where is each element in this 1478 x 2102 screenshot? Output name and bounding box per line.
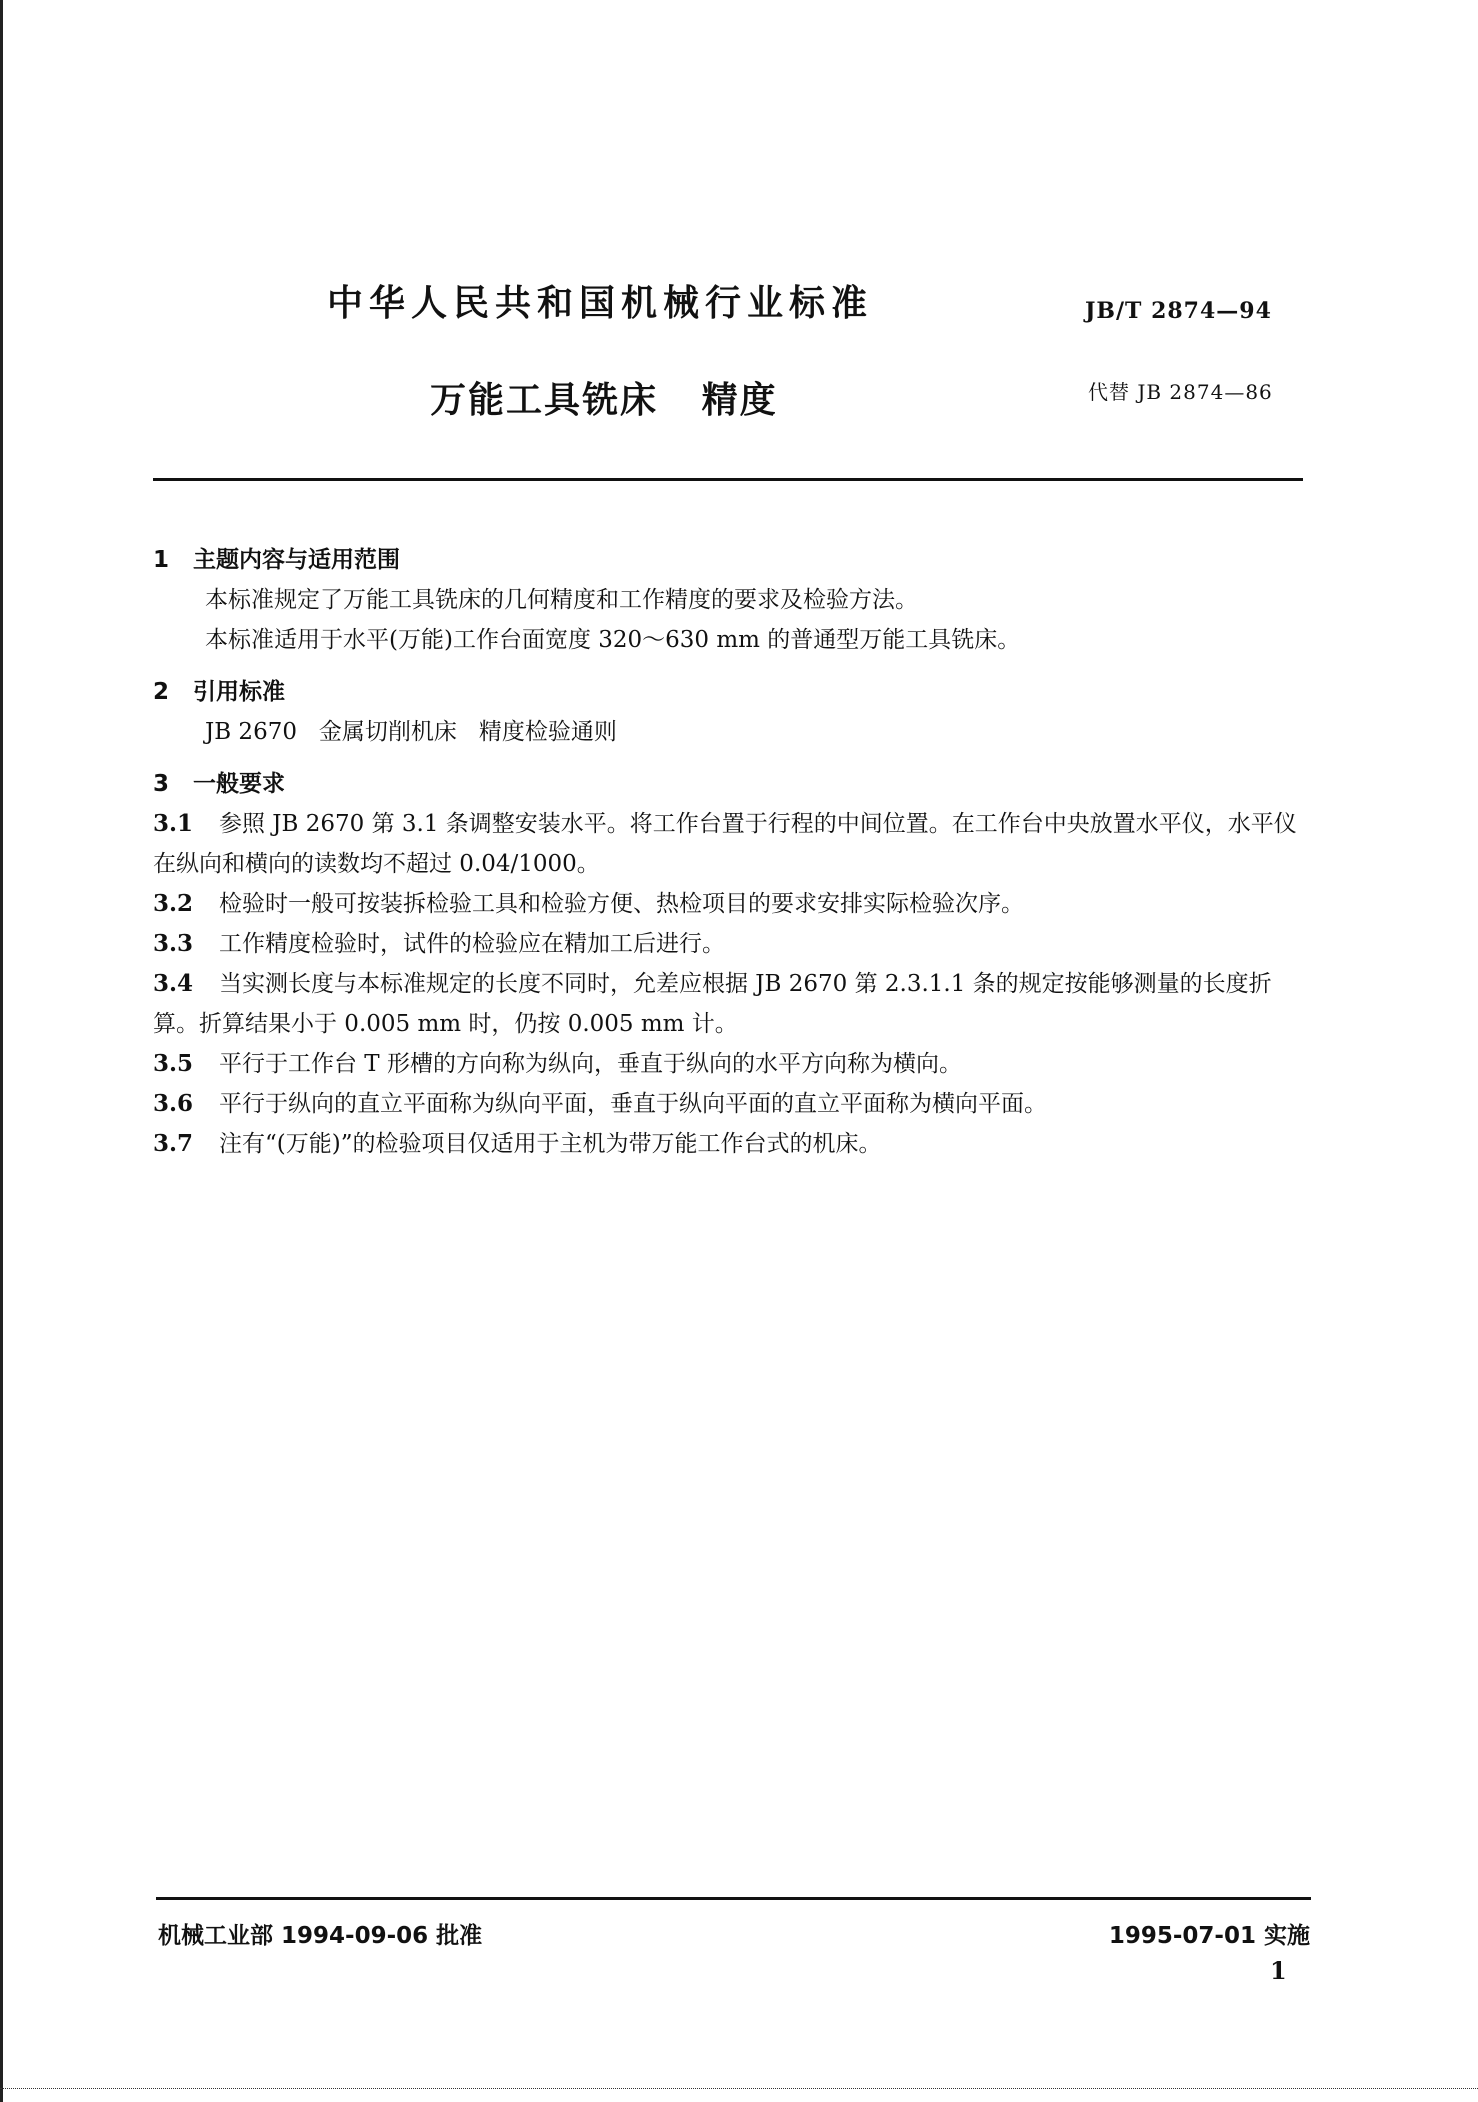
section-heading bbox=[153, 672, 1308, 712]
scan-edge-bottom bbox=[0, 2088, 1478, 2089]
standard-number: JB/T 2874—94 bbox=[1085, 298, 1272, 324]
clause-text: 当实测长度与本标准规定的长度不同时，允差应根据 JB 2670 第 2.3.1.1 条的规定按能够测量的长度折算。折算结果小于 0.005 mm 时，仍按 0.005 mm 计。 bbox=[153, 971, 1272, 1037]
section-number: 2 bbox=[153, 679, 170, 705]
approval-line: 机械工业部 1994-09-06 批准 bbox=[158, 1923, 483, 1949]
section-title: 主题内容与适用范围 bbox=[193, 547, 400, 573]
page-number: 1 bbox=[1270, 1956, 1287, 1985]
clause-text: 工作精度检验时，试件的检验应在精加工后进行。 bbox=[219, 931, 725, 957]
clause-item bbox=[153, 804, 1308, 884]
clause-text: 参照 JB 2670 第 3.1 条调整安装水平。将工作台置于行程的中间位置。在工作台中央放置水平仪，水平仪在纵向和横向的读数均不超过 0.04/1000。 bbox=[153, 811, 1297, 877]
section-heading bbox=[153, 764, 1308, 804]
clause-text: 平行于纵向的直立平面称为纵向平面，垂直于纵向平面的直立平面称为横向平面。 bbox=[219, 1091, 1047, 1117]
clause-item bbox=[153, 924, 1308, 964]
section-title: 引用标准 bbox=[193, 679, 285, 705]
clause-number: 3.2 bbox=[153, 890, 194, 917]
clause-number: 3.7 bbox=[153, 1130, 194, 1157]
footer-divider bbox=[156, 1897, 1311, 1900]
clause-number: 3.4 bbox=[153, 970, 194, 997]
clause-item bbox=[153, 1084, 1308, 1124]
section-number: 3 bbox=[153, 771, 170, 797]
clause-number: 3.6 bbox=[153, 1090, 194, 1117]
referenced-standard: JB 2670 金属切削机床 精度检验通则 bbox=[205, 719, 617, 745]
document-title: 万能工具铣床 精度 bbox=[430, 380, 778, 421]
section-heading bbox=[153, 540, 1308, 580]
section-number: 1 bbox=[153, 547, 170, 573]
document-body bbox=[153, 528, 1308, 1164]
clause-text: 平行于工作台 T 形槽的方向称为纵向，垂直于纵向的水平方向称为横向。 bbox=[219, 1051, 962, 1077]
section-title: 一般要求 bbox=[193, 771, 285, 797]
clause-text: 注有“(万能)”的检验项目仅适用于主机为带万能工作台式的机床。 bbox=[219, 1131, 882, 1157]
clause-number: 3.1 bbox=[153, 810, 194, 837]
effective-date: 1995-07-01 实施 bbox=[1108, 1923, 1310, 1949]
paragraph: 本标准规定了万能工具铣床的几何精度和工作精度的要求及检验方法。 bbox=[205, 587, 918, 613]
paragraph: 本标准适用于水平(万能)工作台面宽度 320～630 mm 的普通型万能工具铣床。 bbox=[205, 627, 1021, 653]
clause-item bbox=[153, 964, 1308, 1044]
clause-item bbox=[153, 1124, 1308, 1164]
scan-edge-left bbox=[0, 0, 3, 2102]
clause-number: 3.3 bbox=[153, 930, 194, 957]
clause-text: 检验时一般可按装拆检验工具和检验方便、热检项目的要求安排实际检验次序。 bbox=[219, 891, 1024, 917]
replaces-standard: 代替 JB 2874—86 bbox=[1088, 380, 1273, 404]
clause-item bbox=[153, 1044, 1308, 1084]
clause-number: 3.5 bbox=[153, 1050, 194, 1077]
standard-category-title: 中华人民共和国机械行业标准 bbox=[326, 283, 873, 324]
header-divider bbox=[153, 478, 1303, 481]
clause-item bbox=[153, 884, 1308, 924]
